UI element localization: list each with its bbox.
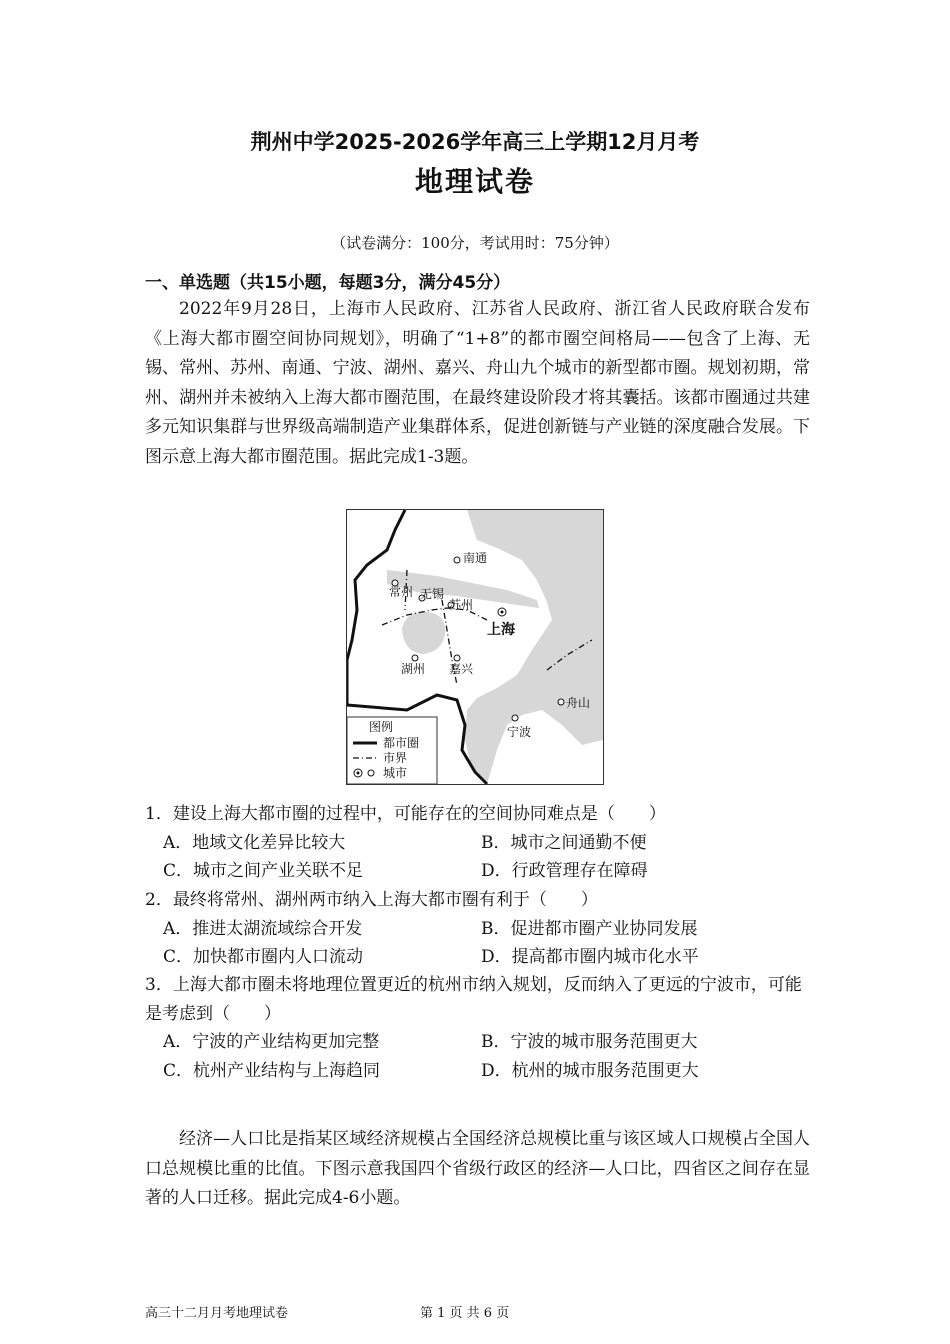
- legend-city-label: 城市: [383, 766, 408, 780]
- question-1: [145, 800, 810, 886]
- question-3-stem: 3．上海大都市圈未将地理位置更近的杭州市纳入规划，反而纳入了更远的宁波市，可能是考虑到（ ）: [145, 975, 802, 1024]
- city-label-zhoushan: 舟山: [566, 696, 591, 710]
- footer-page-number: 第 1 页 共 6 页: [420, 1306, 510, 1321]
- city-dot-huzhou: [412, 655, 418, 661]
- option: B．促进都市圈产业协同发展: [481, 918, 698, 939]
- map-svg: [347, 510, 603, 784]
- option: D．杭州的城市服务范围更大: [481, 1060, 699, 1081]
- city-dot-ningbo: [512, 715, 518, 721]
- exam-title: 荆州中学2025-2026学年高三上学期12月月考: [250, 130, 700, 154]
- legend-capital-dot: [357, 772, 360, 775]
- city-dot-zhoushan: [558, 699, 564, 705]
- question-1-options: [145, 829, 810, 886]
- option: A．推进太湖流域综合开发: [163, 918, 363, 939]
- city-label-suzhou: 苏州: [449, 598, 474, 612]
- city-label-wuxi: 无锡: [420, 587, 445, 601]
- question-3: [145, 971, 810, 1085]
- passage-1: [145, 295, 810, 472]
- passage-2: [145, 1125, 810, 1214]
- city-label-ningbo: 宁波: [507, 725, 532, 739]
- option: B．城市之间通勤不便: [481, 832, 647, 853]
- city-label-huzhou: 湖州: [401, 662, 426, 676]
- city-dot-jiaxing: [454, 655, 460, 661]
- option: C．杭州产业结构与上海趋同: [163, 1060, 381, 1081]
- question-2-stem: 2．最终将常州、湖州两市纳入上海大都市圈有利于（ ）: [145, 890, 598, 910]
- option: D．行政管理存在障碍: [481, 861, 648, 882]
- option: C．城市之间产业关联不足: [163, 861, 364, 882]
- city-label-shanghai: 上海: [487, 622, 515, 638]
- passage-1-text: 2022年9月28日，上海市人民政府、江苏省人民政府、浙江省人民政府联合发布《上海大都市圈空间协同规划》，明确了“1+8”的都市圈空间格局——包含了上海、无锡、常州、苏州、南通、宁波、湖州、嘉兴、舟山九个城市的新型都市圈。规划初期，常州、湖州并未被纳入上海大都市圈范围，在最终建设阶段才将其囊括。该都市圈通过共建多元知识集群与世界级高端制造产业集群体系，促进创新链与产业链的深度融合发展。下图示意上海大都市圈范围。据此完成1-3题。: [145, 299, 810, 467]
- exam-note: （试卷满分：100分，考试用时：75分钟）: [331, 234, 619, 252]
- question-3-options: [145, 1028, 810, 1085]
- city-dot-nantong: [454, 557, 460, 563]
- city-label-nantong: 南通: [463, 551, 488, 565]
- option: B．宁波的城市服务范围更大: [481, 1032, 698, 1053]
- sea-boundary: [547, 640, 592, 670]
- legend-metro-label: 都市圈: [383, 736, 420, 750]
- question-1-stem: 1．建设上海大都市圈的过程中，可能存在的空间协同难点是（ ）: [145, 804, 666, 824]
- section-heading: 一、单选题（共15小题，每题3分，满分45分）: [145, 273, 511, 293]
- city-label-jiaxing: 嘉兴: [449, 662, 474, 676]
- city-label-changzhou: 常州: [389, 585, 414, 599]
- capital-marker: [501, 611, 504, 614]
- option: D．提高都市圈内城市化水平: [481, 947, 699, 968]
- question-2-options: [145, 915, 810, 972]
- subject-title: 地理试卷: [414, 165, 535, 198]
- legend-boundary-label: 市界: [383, 751, 408, 765]
- option: A．宁波的产业结构更加完整: [163, 1032, 380, 1053]
- metro-area-map: [346, 509, 604, 785]
- option: C．加快都市圈内人口流动: [163, 947, 364, 968]
- legend-city-icon: [368, 770, 374, 776]
- footer-exam-name: 高三十二月月考地理试卷: [145, 1306, 289, 1321]
- option: A．地域文化差异比较大: [163, 832, 346, 853]
- question-2: [145, 886, 810, 972]
- passage-2-text: 经济—人口比是指某区域经济规模占全国经济总规模比重与该区域人口规模占全国人口总规模比重的比值。下图示意我国四个省级行政区的经济—人口比，四省区之间存在显著的人口迁移。据此完成4-6小题。: [145, 1129, 810, 1208]
- legend-title: 图例: [369, 720, 394, 734]
- coast-land: [487, 710, 603, 784]
